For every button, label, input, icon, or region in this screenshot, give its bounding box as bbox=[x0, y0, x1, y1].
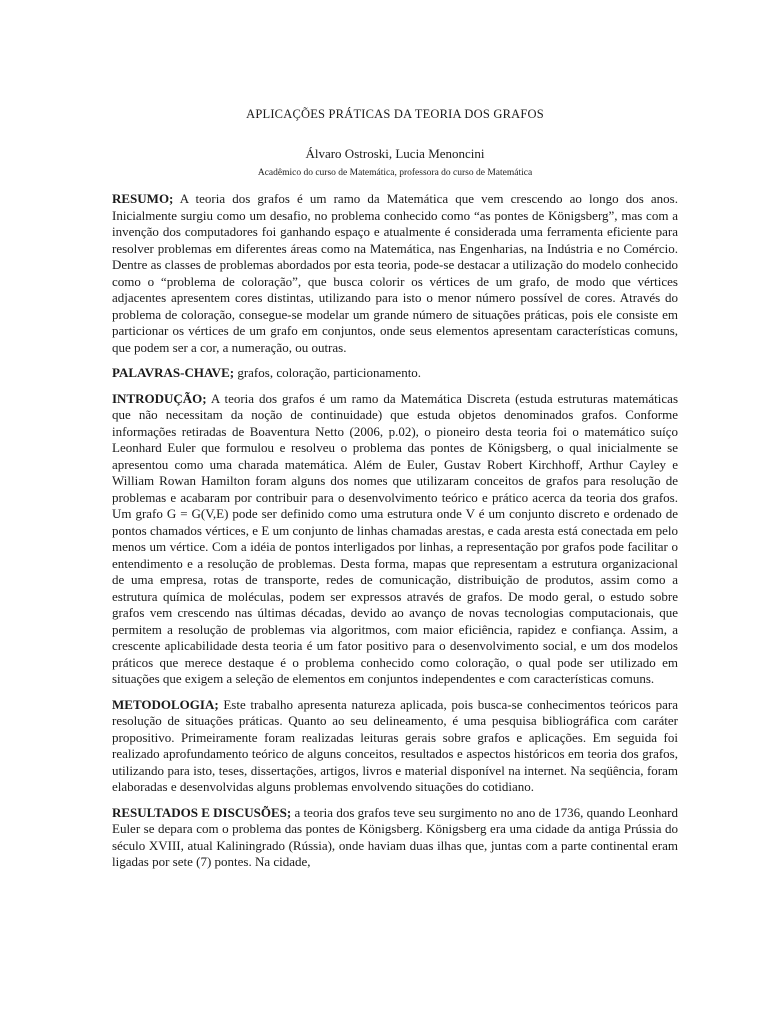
section-text: A teoria dos grafos é um ramo da Matemática que vem crescendo ao longo dos anos. Inicialmente surgiu como um desafio, no problema conhecido como “as pontes de Königsberg”, mas com a invenção dos computadores foi ganhando espaço e atualmente é considerada uma ferramenta eficiente para resolver problemas em diferentes áreas como na Matemática, nas Engenharias, na Indústria e no Comércio. Dentre as classes de problemas abordados por esta teoria, pode-se destacar a utilização do modelo conhecido como o “problema de coloração”, que busca colorir os vértices de um grafo, de modo que vértices adjacentes apresentem cores distintas, utilizando para isto o menor número possível de cores. Através do problema de coloração, consegue-se modelar um grande número de situações práticas, pois ele consiste em particionar os vértices de um grafo em conjuntos, onde seus elementos apresentam características comuns, que podem ser a cor, a numeração, ou outras. bbox=[112, 191, 679, 355]
section-heading: METODOLOGIA; bbox=[112, 696, 219, 712]
section-heading: RESULTADOS E DISCUSÕES; bbox=[112, 804, 292, 820]
section-heading: INTRODUÇÃO; bbox=[112, 390, 207, 406]
section-introducao bbox=[112, 391, 678, 688]
section-text: a teoria dos grafos teve seu surgimento no ano de 1736, quando Leonhard Euler se depara com o problema das pontes de Königsberg. Königsberg era uma cidade da antiga Prússia do século XVIII, atual Kaliningrado (Rússia), onde haviam duas ilhas que, juntas com a parte continental eram ligadas por sete (7) pontes. Na cidade, bbox=[112, 804, 678, 869]
section-palavras-chave bbox=[112, 365, 678, 382]
paper-title: APLICAÇÕES PRÁTICAS DA TEORIA DOS GRAFOS bbox=[246, 107, 544, 121]
section-heading: RESUMO; bbox=[112, 191, 174, 206]
section-text: grafos, coloração, particionamento. bbox=[237, 365, 422, 380]
section-text: A teoria dos grafos é um ramo da Matemática Discreta (estuda estruturas matemáticas que não necessitam da noção de continuidade) que estuda objetos denominados grafos. Conforme informações retiradas de Boaventura Netto (2006, p.02), o pioneiro desta teoria foi o matemático suíço Leonhard Euler que formulou e resolveu o problema das pontes de Königsberg, o qual inicialmente se apresentou como uma charada matemática. Além de Euler, Gustav Robert Kirchhoff, Arthur Cayley e William Rowan Hamilton foram alguns dos nomes que utilizaram conceitos de grafos para resolução de problemas e acabaram por contribuir para o desenvolvimento teórico e prático acerca da teoria dos grafos. Um grafo G = G(V,E) pode ser definido como uma estrutura onde V é um conjunto discreto e ordenado de pontos chamados vértices, e E um conjunto de linhas chamadas arestas, e cada aresta está conectada em pelo menos um vértice. Com a idéia de pontos interligados por linhas, a representação por grafos pode facilitar o entendimento e a resolução de problemas. Desta forma, mapas que representam a estrutura organizacional de uma empresa, rotas de transporte, redes de comunicação, distribuição de produtos, assim como a estrutura química de moléculas, podem ser expressos através de grafos. De modo geral, o estudo sobre grafos vem crescendo nas últimas décadas, devido ao avanço de novas tecnologias computacionais, que permitem a resolução de problemas via algoritmos, com maior eficiência, rapidez e confiança. Assim, a crescente aplicabilidade desta teoria é um fator positivo para o desenvolvimento social, e um dos modelos práticos que merece destaque é o problema conhecido como coloração, o qual pode ser utilizado em situações que exigem a seleção de elementos em conjuntos independentes e com características comuns. bbox=[112, 390, 678, 686]
section-metodologia bbox=[112, 697, 678, 796]
section-resumo bbox=[112, 191, 678, 356]
paper-body bbox=[112, 191, 678, 880]
section-heading: PALAVRAS-CHAVE; bbox=[112, 365, 235, 380]
section-text: Este trabalho apresenta natureza aplicada, pois busca-se conhecimentos teóricos para resolução de situações práticas. Quanto ao seu delineamento, é uma pesquisa bibliográfica com caráter propositivo. Primeiramente foram realizadas leituras gerais sobre grafos e aplicações. Em seguida foi realizado aprofundamento teórico de alguns conceitos, resultados e aspectos históricos em teoria dos grafos, utilizando para isto, teses, dissertações, artigos, livros e material disponível na internet. Na seqüência, foram elaboradas e desenvolvidas alguns problemas envolvendo situações do cotidiano. bbox=[112, 696, 679, 794]
paper-authors: Álvaro Ostroski, Lucia Menoncini bbox=[305, 146, 485, 161]
paper-affiliation: Acadêmico do curso de Matemática, professora do curso de Matemática bbox=[257, 168, 533, 178]
section-resultados bbox=[112, 805, 678, 871]
